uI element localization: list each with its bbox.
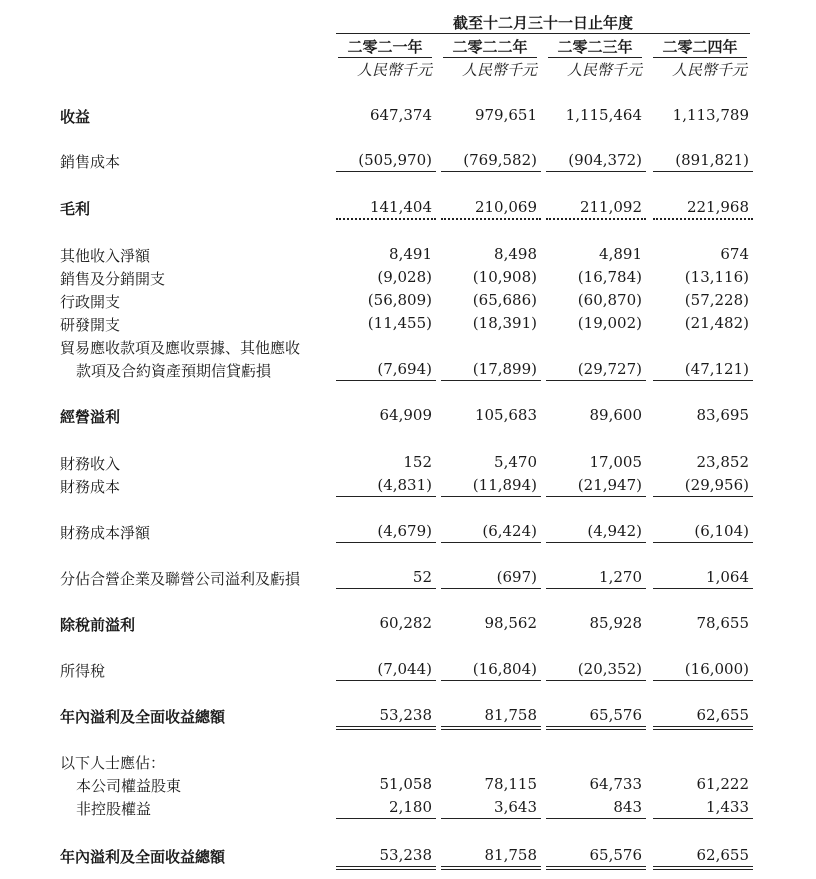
- cell-value: (4,942): [587, 522, 642, 540]
- row-label: 除稅前溢利: [60, 616, 136, 634]
- cell-value: (57,228): [684, 291, 749, 309]
- table-row: [0, 522, 816, 544]
- table-row: [0, 291, 816, 313]
- cell-value: 647,374: [369, 106, 432, 124]
- double-underline: [546, 726, 646, 730]
- cell-value: (21,947): [577, 476, 642, 494]
- underline: [441, 380, 541, 381]
- row-label: 行政開支: [60, 293, 121, 311]
- underline: [546, 171, 646, 172]
- cell-value: (13,116): [684, 268, 749, 286]
- row-label: 收益: [60, 108, 91, 126]
- cell-value: (29,727): [577, 360, 642, 378]
- table-row: [0, 614, 816, 636]
- cell-value: (4,831): [377, 476, 432, 494]
- cell-value: 3,643: [494, 798, 537, 816]
- table-row: [0, 198, 816, 220]
- table-row: [0, 706, 816, 728]
- table-row: [0, 406, 816, 428]
- cell-value: (16,784): [577, 268, 642, 286]
- year-header-2021: 二零二一年: [347, 38, 423, 56]
- row-label: 毛利: [60, 200, 91, 218]
- cell-value: (6,104): [694, 522, 749, 540]
- cell-value: 1,113,789: [672, 106, 749, 124]
- underline: [441, 171, 541, 172]
- year-header-2023: 二零二三年: [557, 38, 633, 56]
- row-label: 財務成本淨額: [60, 524, 151, 542]
- cell-value: 78,115: [484, 775, 537, 793]
- underline: [653, 680, 753, 681]
- year-header-2024: 二零二四年: [662, 38, 738, 56]
- underline: [653, 496, 753, 497]
- cell-value: 8,498: [494, 245, 537, 263]
- cell-value: 53,238: [379, 706, 432, 724]
- table-row: [0, 106, 816, 128]
- underline: [336, 171, 436, 172]
- cell-value: 52: [412, 568, 432, 586]
- cell-value: (20,352): [577, 660, 642, 678]
- cell-value: 1,433: [706, 798, 749, 816]
- underline: [653, 380, 753, 381]
- year-header-rule: [443, 57, 537, 58]
- double-underline: [441, 726, 541, 730]
- cell-value: 85,928: [589, 614, 642, 632]
- cell-value: (505,970): [358, 151, 432, 169]
- cell-value: 89,600: [589, 406, 642, 424]
- period-header: 截至十二月三十一日止年度: [452, 14, 633, 32]
- underline: [336, 542, 436, 543]
- underline: [653, 818, 753, 819]
- table-row: [0, 337, 816, 359]
- cell-value: (18,391): [472, 314, 537, 332]
- table-row: [0, 453, 816, 475]
- cell-value: (904,372): [568, 151, 642, 169]
- cell-value: 83,695: [696, 406, 749, 424]
- cell-value: 221,968: [686, 198, 749, 216]
- cell-value: (769,582): [463, 151, 537, 169]
- unit-label: 人民幣千元: [461, 61, 537, 79]
- underline: [546, 588, 646, 589]
- dotted-underline: [653, 218, 753, 220]
- cell-value: 8,491: [389, 245, 432, 263]
- table-row: [0, 568, 816, 590]
- row-label: 財務收入: [60, 455, 121, 473]
- row-label: 年內溢利及全面收益總額: [60, 848, 226, 866]
- row-label: 所得稅: [60, 662, 106, 680]
- table-row: [0, 151, 816, 173]
- row-label: 其他收入淨額: [60, 247, 151, 265]
- cell-value: (21,482): [684, 314, 749, 332]
- underline: [336, 680, 436, 681]
- cell-value: 61,222: [696, 775, 749, 793]
- table-row: [0, 245, 816, 267]
- underline: [653, 171, 753, 172]
- cell-value: 60,282: [379, 614, 432, 632]
- underline: [546, 542, 646, 543]
- cell-value: (60,870): [577, 291, 642, 309]
- table-row: [0, 360, 816, 382]
- cell-value: 1,270: [599, 568, 642, 586]
- underline: [336, 588, 436, 589]
- cell-value: 65,576: [589, 846, 642, 864]
- cell-value: (7,694): [377, 360, 432, 378]
- underline: [441, 588, 541, 589]
- underline: [653, 588, 753, 589]
- cell-value: 1,115,464: [565, 106, 642, 124]
- cell-value: 141,404: [369, 198, 432, 216]
- dotted-underline: [546, 218, 646, 220]
- row-label: 研發開支: [60, 316, 121, 334]
- row-label: 銷售成本: [60, 153, 121, 171]
- underline: [546, 818, 646, 819]
- row-label: 年內溢利及全面收益總額: [60, 708, 226, 726]
- underline: [441, 542, 541, 543]
- unit-label: 人民幣千元: [566, 61, 642, 79]
- cell-value: 62,655: [696, 706, 749, 724]
- cell-value: 105,683: [474, 406, 537, 424]
- row-label: 銷售及分銷開支: [60, 270, 166, 288]
- cell-value: (11,455): [367, 314, 432, 332]
- table-row: [0, 314, 816, 336]
- unit-label: 人民幣千元: [356, 61, 432, 79]
- row-label: 以下人士應佔：: [60, 754, 166, 772]
- table-row: [0, 660, 816, 682]
- double-underline: [336, 726, 436, 730]
- double-underline: [653, 866, 753, 870]
- table-row: [0, 752, 816, 774]
- underline: [546, 680, 646, 681]
- underline: [546, 496, 646, 497]
- underline: [546, 380, 646, 381]
- row-label: 分佔合營企業及聯營公司溢利及虧損: [60, 570, 301, 588]
- cell-value: 62,655: [696, 846, 749, 864]
- dotted-underline: [441, 218, 541, 220]
- cell-value: 81,758: [484, 706, 537, 724]
- year-header-rule: [653, 57, 747, 58]
- underline: [336, 496, 436, 497]
- cell-value: 78,655: [696, 614, 749, 632]
- table-row: [0, 268, 816, 290]
- cell-value: 23,852: [696, 453, 749, 471]
- cell-value: (697): [496, 568, 537, 586]
- cell-value: (6,424): [482, 522, 537, 540]
- cell-value: 17,005: [589, 453, 642, 471]
- double-underline: [546, 866, 646, 870]
- cell-value: 843: [613, 798, 642, 816]
- underline: [336, 380, 436, 381]
- cell-value: (4,679): [377, 522, 432, 540]
- underline: [441, 680, 541, 681]
- row-label: 財務成本: [60, 478, 121, 496]
- cell-value: 5,470: [494, 453, 537, 471]
- year-header-rule: [338, 57, 432, 58]
- double-underline: [441, 866, 541, 870]
- underline: [441, 496, 541, 497]
- cell-value: (29,956): [684, 476, 749, 494]
- cell-value: 210,069: [474, 198, 537, 216]
- row-label: 非控股權益: [76, 800, 152, 818]
- row-label: 本公司權益股東: [76, 777, 182, 795]
- underline: [653, 542, 753, 543]
- row-label: 貿易應收款項及應收票據、其他應收: [60, 339, 301, 357]
- cell-value: 2,180: [389, 798, 432, 816]
- cell-value: 152: [403, 453, 432, 471]
- cell-value: (10,908): [472, 268, 537, 286]
- cell-value: 81,758: [484, 846, 537, 864]
- cell-value: 211,092: [579, 198, 642, 216]
- cell-value: (65,686): [472, 291, 537, 309]
- cell-value: (7,044): [377, 660, 432, 678]
- cell-value: 53,238: [379, 846, 432, 864]
- underline: [441, 818, 541, 819]
- table-row: [0, 798, 816, 820]
- cell-value: 51,058: [379, 775, 432, 793]
- dotted-underline: [336, 218, 436, 220]
- period-header-rule: [336, 33, 750, 34]
- cell-value: (17,899): [472, 360, 537, 378]
- year-header-2022: 二零二二年: [452, 38, 528, 56]
- cell-value: (47,121): [684, 360, 749, 378]
- cell-value: 98,562: [484, 614, 537, 632]
- cell-value: (16,000): [684, 660, 749, 678]
- table-row: [0, 775, 816, 797]
- cell-value: (9,028): [377, 268, 432, 286]
- table-row: [0, 476, 816, 498]
- cell-value: (19,002): [577, 314, 642, 332]
- cell-value: 979,651: [474, 106, 537, 124]
- cell-value: (891,821): [675, 151, 749, 169]
- cell-value: (11,894): [472, 476, 537, 494]
- cell-value: (56,809): [367, 291, 432, 309]
- cell-value: 64,909: [379, 406, 432, 424]
- cell-value: 1,064: [706, 568, 749, 586]
- row-label: 款項及合約資產預期信貸虧損: [76, 362, 272, 380]
- cell-value: 4,891: [599, 245, 642, 263]
- double-underline: [653, 726, 753, 730]
- underline: [336, 818, 436, 819]
- year-header-rule: [548, 57, 642, 58]
- unit-label: 人民幣千元: [671, 61, 747, 79]
- cell-value: 65,576: [589, 706, 642, 724]
- cell-value: (16,804): [472, 660, 537, 678]
- cell-value: 64,733: [589, 775, 642, 793]
- double-underline: [336, 866, 436, 870]
- row-label: 經營溢利: [60, 408, 121, 426]
- table-row: [0, 846, 816, 868]
- cell-value: 674: [720, 245, 749, 263]
